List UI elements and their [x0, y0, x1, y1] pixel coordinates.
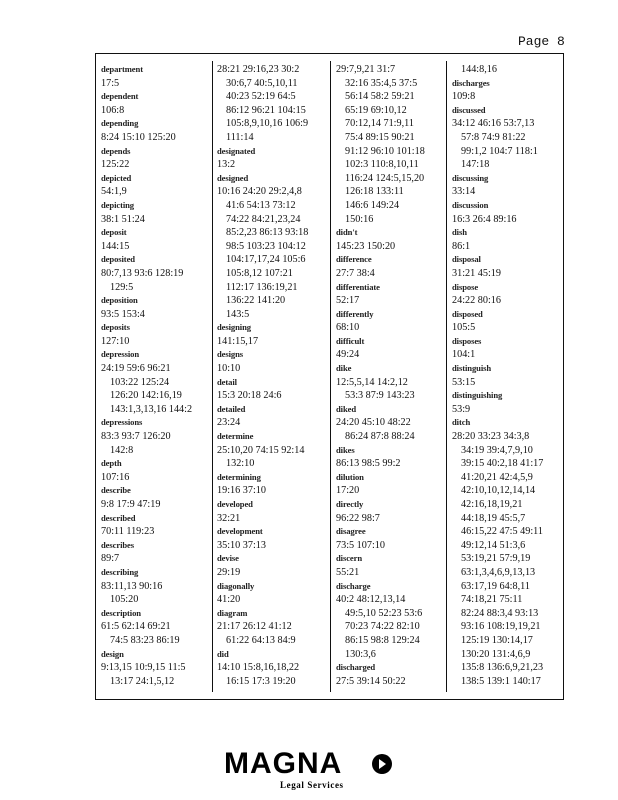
- index-headword: detail: [217, 376, 237, 387]
- index-references-continued: 63:1,3,4,6,9,13,13: [461, 566, 536, 578]
- index-references: 40:2 48:12,13,14: [336, 594, 406, 606]
- index-references-continued: 74:18,21 75:11: [461, 594, 523, 606]
- index-references: 49:24: [336, 349, 360, 361]
- index-references-continued: 16:15 17:3 19:20: [226, 675, 296, 687]
- index-references-continued: 75:4 89:15 90:21: [345, 131, 415, 143]
- index-references: 8:24 15:10 125:20: [101, 131, 176, 143]
- index-headword: department: [101, 64, 143, 74]
- index-headword: development: [217, 526, 263, 537]
- index-references: 86:13 98:5 99:2: [336, 458, 401, 470]
- index-headword: distinguishing: [452, 390, 503, 401]
- index-references-continued: 111:14: [226, 131, 254, 143]
- index-headword: depressions: [101, 417, 143, 428]
- index-references: 70:11 119:23: [101, 526, 155, 538]
- index-references: 104:1: [452, 349, 476, 361]
- index-references-continued: 85:2,23 86:13 93:18: [226, 227, 309, 239]
- index-references-continued: 143:1,3,13,16 144:2: [110, 403, 193, 415]
- index-references: 55:21: [336, 566, 360, 578]
- index-references: 27:5 39:14 50:22: [336, 675, 406, 687]
- index-references-continued: 105:8,12 107:21: [226, 267, 293, 279]
- index-references: 89:7: [101, 553, 120, 565]
- index-headword: discharged: [336, 662, 376, 673]
- index-references-continued: 49:5,10 52:23 53:6: [345, 607, 423, 619]
- index-references-continued: 42:16,18,19,21: [461, 499, 523, 510]
- index-headword: difficult: [336, 335, 365, 346]
- index-headword: depends: [101, 145, 131, 156]
- logo-wordmark: MAGNA: [224, 747, 343, 780]
- index-headword: disagree: [336, 526, 366, 537]
- index-references-continued: 126:20 142:16,19: [110, 390, 182, 402]
- index-references-continued: 49:12,14 51:3,6: [461, 539, 526, 551]
- index-references: 105:5: [452, 322, 476, 334]
- index-headword: ditch: [452, 417, 471, 428]
- index-references: 34:12 46:16 53:7,13: [452, 118, 535, 130]
- index-references-continued: 74:5 83:23 86:19: [110, 634, 180, 646]
- index-headword: directly: [336, 499, 364, 509]
- index-headword: determining: [217, 471, 261, 482]
- index-references-continued: 104:17,17,24 105:6: [226, 254, 306, 266]
- index-headword: dish: [452, 227, 467, 238]
- index-references: 17:5: [101, 77, 120, 89]
- index-references-continued: 53:3 87:9 143:23: [345, 390, 415, 402]
- index-headword: describe: [101, 485, 131, 496]
- index-references: 31:21 45:19: [452, 267, 501, 279]
- index-headword: depending: [101, 118, 139, 129]
- index-headword: did: [217, 648, 229, 659]
- index-references-continued: 103:22 125:24: [110, 376, 170, 388]
- index-headword: deposition: [101, 295, 138, 306]
- logo-subtitle: Legal Services: [280, 780, 344, 790]
- index-references: 25:10,20 74:15 92:14: [217, 444, 305, 456]
- index-references-continued: 129:5: [110, 281, 134, 293]
- index-references-continued: 125:19 130:14,17: [461, 634, 533, 646]
- index-references-continued: 57:8 74:9 81:22: [461, 131, 526, 143]
- index-references: 9:13,15 10:9,15 11:5: [101, 662, 186, 674]
- index-references: 106:8: [101, 104, 125, 116]
- index-headword: diagram: [217, 607, 248, 618]
- index-references: 15:3 20:18 24:6: [217, 390, 282, 402]
- index-references-continued: 41:20,21 42:4,5,9: [461, 471, 533, 483]
- index-references: 19:16 37:10: [217, 485, 266, 497]
- index-references-continued: 112:17 136:19,21: [226, 281, 298, 293]
- index-references: 21:17 26:12 41:12: [217, 621, 292, 633]
- index-headword: designing: [217, 322, 251, 333]
- index-column-4: [452, 63, 543, 688]
- index-headword: design: [101, 648, 124, 659]
- index-references: 80:7,13 93:6 128:19: [101, 267, 184, 279]
- index-references: 24:20 45:10 48:22: [336, 417, 411, 429]
- index-references-continued: 63:17,19 64:8,11: [461, 580, 530, 592]
- index-references: 54:1,9: [101, 186, 127, 198]
- index-references-continued: 126:18 133:11: [345, 186, 404, 198]
- index-headword: developed: [217, 499, 253, 509]
- index-references: 53:15: [452, 376, 476, 388]
- index-headword: disposal: [452, 254, 481, 265]
- index-references-continued: 86:15 98:8 129:24: [345, 634, 420, 646]
- index-references: 141:15,17: [217, 335, 259, 347]
- column-divider: [446, 61, 447, 692]
- logo-arrow-icon: [372, 754, 392, 774]
- index-references-continued: 102:3 110:8,10,11: [345, 159, 419, 171]
- index-headword: describes: [101, 539, 134, 550]
- index-headword: depression: [101, 349, 139, 360]
- index-headword: designs: [217, 349, 244, 360]
- index-headword: differentiate: [336, 281, 380, 292]
- index-references-continued: 98:5 103:23 104:12: [226, 240, 306, 252]
- index-references: 13:2: [217, 159, 236, 171]
- index-references: 144:15: [101, 240, 130, 252]
- index-headword: described: [101, 512, 136, 523]
- index-references-continued: 135:8 136:6,9,21,23: [461, 662, 544, 674]
- index-references: 33:14: [452, 186, 476, 198]
- index-references-continued: 46:15,22 47:5 49:11: [461, 526, 543, 538]
- index-references: 10:10: [217, 363, 241, 375]
- index-headword: dilution: [336, 471, 364, 482]
- index-references-continued: 132:10: [226, 458, 255, 470]
- index-headword: disposes: [452, 335, 482, 346]
- index-references: 9:8 17:9 47:19: [101, 499, 161, 510]
- index-references-continued: 86:24 87:8 88:24: [345, 431, 415, 443]
- index-references: 16:3 26:4 89:16: [452, 213, 517, 225]
- magna-logo: [224, 748, 394, 792]
- index-references: 61:5 62:14 69:21: [101, 621, 171, 633]
- index-references: 53:9: [452, 403, 471, 415]
- index-references: 38:1 51:24: [101, 213, 145, 225]
- index-references-continued: 143:5: [226, 308, 250, 320]
- index-headword: differently: [336, 308, 374, 319]
- index-references: 14:10 15:8,16,18,22: [217, 662, 300, 674]
- index-references-continued: 34:19 39:4,7,9,10: [461, 444, 533, 456]
- index-references-continued: 130:3,6: [345, 648, 376, 660]
- index-references-continued: 70:12,14 71:9,11: [345, 118, 414, 130]
- index-headword: designed: [217, 172, 249, 183]
- index-column-3: [336, 63, 425, 688]
- index-references: 32:21: [217, 512, 241, 524]
- index-references-continued: 99:1,2 104:7 118:1: [461, 145, 538, 157]
- index-references-continued: 105:20: [110, 594, 139, 606]
- index-references: 127:10: [101, 335, 130, 347]
- index-references-continued: 40:23 52:19 64:5: [226, 91, 296, 103]
- index-references: 24:22 80:16: [452, 295, 501, 307]
- index-references-continued: 136:22 141:20: [226, 295, 286, 307]
- index-references-continued: 144:8,16: [461, 64, 497, 75]
- index-references: 41:20: [217, 594, 241, 606]
- index-references: 83:11,13 90:16: [101, 580, 163, 592]
- index-references: 24:19 59:6 96:21: [101, 363, 171, 375]
- index-references: 28:21 29:16,23 30:2: [217, 64, 300, 75]
- index-headword: depicted: [101, 172, 132, 183]
- index-column-2: [217, 63, 308, 688]
- column-divider: [330, 61, 331, 692]
- index-headword: depicting: [101, 199, 135, 210]
- index-references-continued: 147:18: [461, 159, 490, 171]
- index-headword: discern: [336, 553, 363, 564]
- index-references-continued: 146:6 149:24: [345, 199, 400, 211]
- index-headword: deposit: [101, 227, 127, 238]
- index-references-continued: 150:16: [345, 213, 374, 225]
- index-headword: didn't: [336, 227, 358, 238]
- index-headword: disposed: [452, 308, 483, 319]
- index-references: 52:17: [336, 295, 360, 307]
- index-headword: discussed: [452, 104, 486, 115]
- index-references-continued: 56:14 58:2 59:21: [345, 91, 415, 103]
- index-references: 29:7,9,21 31:7: [336, 64, 396, 75]
- index-headword: difference: [336, 254, 372, 265]
- index-references: 27:7 38:4: [336, 267, 375, 279]
- index-references: 23:24: [217, 417, 241, 429]
- index-references-continued: 65:19 69:10,12: [345, 104, 407, 116]
- index-references-continued: 53:19,21 57:9,19: [461, 553, 531, 565]
- index-references: 96:22 98:7: [336, 512, 380, 524]
- index-references: 107:16: [101, 471, 130, 483]
- index-references-continued: 138:5 139:1 140:17: [461, 675, 541, 687]
- index-headword: discharges: [452, 77, 490, 88]
- index-references-continued: 74:22 84:21,23,24: [226, 213, 301, 225]
- index-headword: discussion: [452, 199, 489, 210]
- index-headword: dependent: [101, 91, 139, 102]
- column-divider: [212, 61, 213, 692]
- page-number: Page 8: [518, 34, 565, 49]
- index-headword: designated: [217, 145, 256, 156]
- index-headword: depth: [101, 458, 122, 469]
- index-headword: detailed: [217, 403, 246, 414]
- index-references-continued: 142:8: [110, 444, 134, 456]
- index-references-continued: 30:6,7 40:5,10,11: [226, 77, 298, 89]
- index-headword: description: [101, 607, 141, 618]
- index-references-continued: 32:16 35:4,5 37:5: [345, 77, 418, 89]
- index-headword: deposited: [101, 254, 135, 265]
- index-references: 10:16 24:20 29:2,4,8: [217, 186, 302, 198]
- index-references: 29:19: [217, 566, 241, 578]
- index-references-continued: 13:17 24:1,5,12: [110, 675, 175, 687]
- index-references-continued: 39:15 40:2,18 41:17: [461, 458, 544, 470]
- index-references-continued: 61:22 64:13 84:9: [226, 634, 296, 646]
- index-references: 83:3 93:7 126:20: [101, 431, 171, 443]
- index-headword: describing: [101, 566, 139, 577]
- index-references: 17:20: [336, 485, 360, 497]
- index-references: 145:23 150:20: [336, 240, 396, 252]
- index-references: 73:5 107:10: [336, 539, 385, 551]
- index-headword: distinguish: [452, 363, 492, 374]
- index-references-continued: 91:12 96:10 101:18: [345, 145, 425, 157]
- index-references: 109:8: [452, 91, 476, 103]
- index-headword: determine: [217, 431, 254, 442]
- index-references-continued: 105:8,9,10,16 106:9: [226, 118, 309, 130]
- index-references: 12:5,5,14 14:2,12: [336, 376, 408, 388]
- index-headword: deposits: [101, 322, 130, 333]
- index-references-continued: 93:16 108:19,19,21: [461, 621, 541, 633]
- index-headword: discussing: [452, 172, 489, 183]
- index-references: 28:20 33:23 34:3,8: [452, 431, 530, 443]
- index-references: 93:5 153:4: [101, 308, 145, 320]
- index-references-continued: 116:24 124:5,15,20: [345, 172, 425, 184]
- index-headword: dike: [336, 363, 352, 374]
- index-headword: diagonally: [217, 580, 255, 591]
- index-headword: dikes: [336, 444, 355, 455]
- index-references-continued: 44:18,19 45:5,7: [461, 512, 526, 524]
- index-references: 125:22: [101, 159, 130, 171]
- index-headword: diked: [336, 403, 357, 414]
- index-headword: dispose: [452, 281, 479, 292]
- index-references: 35:10 37:13: [217, 539, 266, 551]
- index-references-continued: 86:12 96:21 104:15: [226, 104, 306, 116]
- index-references: 68:10: [336, 322, 360, 334]
- index-column-1: [101, 63, 192, 688]
- index-references-continued: 70:23 74:22 82:10: [345, 621, 420, 633]
- index-references-continued: 130:20 131:4,6,9: [461, 648, 531, 660]
- index-headword: discharge: [336, 580, 371, 591]
- index-references-continued: 82:24 88:3,4 93:13: [461, 607, 539, 619]
- index-references: 86:1: [452, 240, 471, 252]
- index-references-continued: 41:6 54:13 73:12: [226, 199, 296, 211]
- index-references-continued: 42:10,10,12,14,14: [461, 485, 536, 497]
- index-headword: devise: [217, 553, 239, 564]
